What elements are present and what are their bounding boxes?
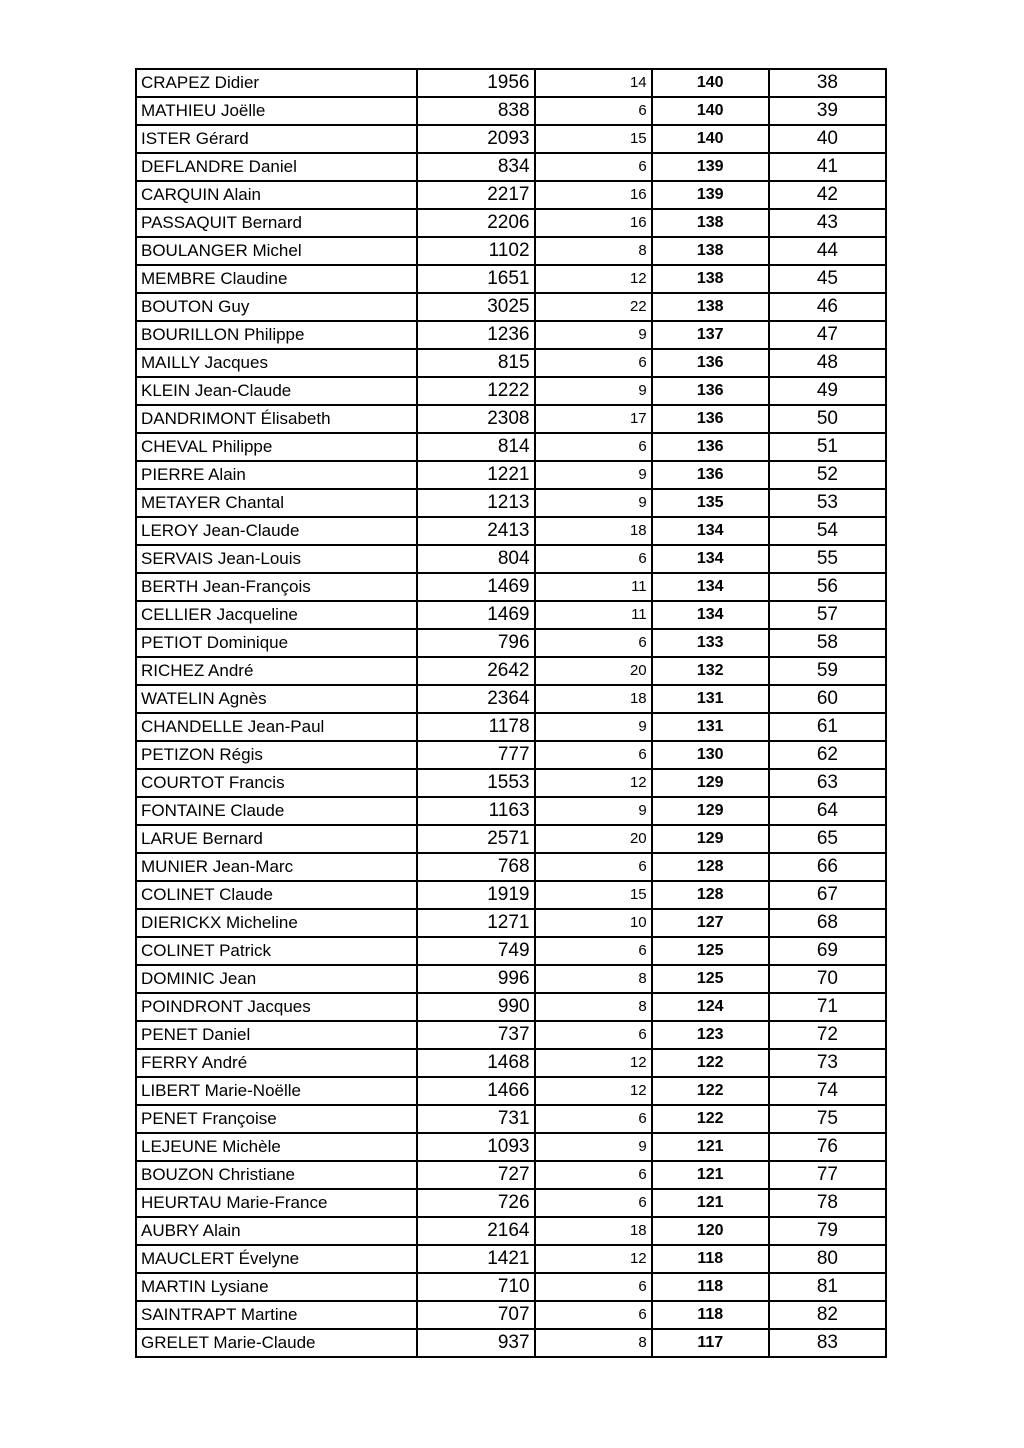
average-score-cell: 134 <box>652 545 769 573</box>
total-score-cell: 1651 <box>417 265 534 293</box>
total-score-cell: 2164 <box>417 1217 534 1245</box>
average-score-cell: 121 <box>652 1189 769 1217</box>
table-row <box>136 741 886 769</box>
table-row <box>136 349 886 377</box>
games-count-cell: 16 <box>535 181 652 209</box>
table-row <box>136 69 886 97</box>
total-score-cell: 737 <box>417 1021 534 1049</box>
table-row <box>136 489 886 517</box>
player-name-cell: RICHEZ André <box>136 657 417 685</box>
table-row <box>136 881 886 909</box>
average-score-cell: 137 <box>652 321 769 349</box>
games-count-cell: 8 <box>535 965 652 993</box>
average-score-cell: 121 <box>652 1161 769 1189</box>
ranking-table <box>135 68 887 1358</box>
player-name-cell: AUBRY Alain <box>136 1217 417 1245</box>
player-name-cell: BERTH Jean-François <box>136 573 417 601</box>
table-row <box>136 657 886 685</box>
rank-cell: 77 <box>769 1161 886 1189</box>
average-score-cell: 118 <box>652 1273 769 1301</box>
table-row <box>136 965 886 993</box>
player-name-cell: FERRY André <box>136 1049 417 1077</box>
games-count-cell: 18 <box>535 685 652 713</box>
games-count-cell: 6 <box>535 153 652 181</box>
player-name-cell: MATHIEU Joëlle <box>136 97 417 125</box>
average-score-cell: 117 <box>652 1329 769 1357</box>
player-name-cell: CHEVAL Philippe <box>136 433 417 461</box>
rank-cell: 56 <box>769 573 886 601</box>
rank-cell: 58 <box>769 629 886 657</box>
total-score-cell: 838 <box>417 97 534 125</box>
games-count-cell: 6 <box>535 433 652 461</box>
table-row <box>136 769 886 797</box>
rank-cell: 76 <box>769 1133 886 1161</box>
rank-cell: 57 <box>769 601 886 629</box>
table-row <box>136 629 886 657</box>
player-name-cell: WATELIN Agnès <box>136 685 417 713</box>
total-score-cell: 1163 <box>417 797 534 825</box>
games-count-cell: 6 <box>535 97 652 125</box>
games-count-cell: 15 <box>535 125 652 153</box>
table-row <box>136 181 886 209</box>
games-count-cell: 12 <box>535 1049 652 1077</box>
rank-cell: 42 <box>769 181 886 209</box>
games-count-cell: 12 <box>535 1077 652 1105</box>
rank-cell: 62 <box>769 741 886 769</box>
average-score-cell: 136 <box>652 461 769 489</box>
table-row <box>136 237 886 265</box>
table-row <box>136 1133 886 1161</box>
table-row <box>136 405 886 433</box>
average-score-cell: 134 <box>652 601 769 629</box>
table-row <box>136 1217 886 1245</box>
rank-cell: 71 <box>769 993 886 1021</box>
player-name-cell: CRAPEZ Didier <box>136 69 417 97</box>
player-name-cell: BOURILLON Philippe <box>136 321 417 349</box>
total-score-cell: 1102 <box>417 237 534 265</box>
rank-cell: 63 <box>769 769 886 797</box>
average-score-cell: 134 <box>652 573 769 601</box>
total-score-cell: 707 <box>417 1301 534 1329</box>
average-score-cell: 122 <box>652 1105 769 1133</box>
total-score-cell: 1466 <box>417 1077 534 1105</box>
table-row <box>136 209 886 237</box>
rank-cell: 50 <box>769 405 886 433</box>
table-row <box>136 1049 886 1077</box>
rank-cell: 59 <box>769 657 886 685</box>
rank-cell: 82 <box>769 1301 886 1329</box>
games-count-cell: 6 <box>535 1189 652 1217</box>
table-row <box>136 125 886 153</box>
rank-cell: 73 <box>769 1049 886 1077</box>
total-score-cell: 1093 <box>417 1133 534 1161</box>
total-score-cell: 1222 <box>417 377 534 405</box>
games-count-cell: 11 <box>535 601 652 629</box>
total-score-cell: 1178 <box>417 713 534 741</box>
table-row <box>136 573 886 601</box>
table-row <box>136 1077 886 1105</box>
player-name-cell: PIERRE Alain <box>136 461 417 489</box>
total-score-cell: 1469 <box>417 601 534 629</box>
average-score-cell: 138 <box>652 265 769 293</box>
average-score-cell: 128 <box>652 853 769 881</box>
table-row <box>136 1161 886 1189</box>
table-row <box>136 937 886 965</box>
games-count-cell: 20 <box>535 825 652 853</box>
player-name-cell: METAYER Chantal <box>136 489 417 517</box>
total-score-cell: 814 <box>417 433 534 461</box>
player-name-cell: BOUZON Christiane <box>136 1161 417 1189</box>
table-row <box>136 97 886 125</box>
rank-cell: 43 <box>769 209 886 237</box>
games-count-cell: 6 <box>535 937 652 965</box>
total-score-cell: 1956 <box>417 69 534 97</box>
average-score-cell: 136 <box>652 377 769 405</box>
table-row <box>136 797 886 825</box>
rank-cell: 69 <box>769 937 886 965</box>
player-name-cell: POINDRONT Jacques <box>136 993 417 1021</box>
rank-cell: 53 <box>769 489 886 517</box>
table-row <box>136 909 886 937</box>
total-score-cell: 749 <box>417 937 534 965</box>
games-count-cell: 9 <box>535 377 652 405</box>
total-score-cell: 834 <box>417 153 534 181</box>
total-score-cell: 2571 <box>417 825 534 853</box>
player-name-cell: COLINET Claude <box>136 881 417 909</box>
table-row <box>136 321 886 349</box>
player-name-cell: LEROY Jean-Claude <box>136 517 417 545</box>
rank-cell: 52 <box>769 461 886 489</box>
rank-cell: 72 <box>769 1021 886 1049</box>
table-row <box>136 545 886 573</box>
total-score-cell: 2413 <box>417 517 534 545</box>
games-count-cell: 9 <box>535 713 652 741</box>
average-score-cell: 121 <box>652 1133 769 1161</box>
total-score-cell: 2364 <box>417 685 534 713</box>
player-name-cell: ISTER Gérard <box>136 125 417 153</box>
average-score-cell: 118 <box>652 1301 769 1329</box>
table-row <box>136 461 886 489</box>
rank-cell: 65 <box>769 825 886 853</box>
rank-cell: 70 <box>769 965 886 993</box>
player-name-cell: CELLIER Jacqueline <box>136 601 417 629</box>
player-name-cell: SERVAIS Jean-Louis <box>136 545 417 573</box>
table-row <box>136 517 886 545</box>
games-count-cell: 9 <box>535 321 652 349</box>
average-score-cell: 125 <box>652 937 769 965</box>
table-row <box>136 685 886 713</box>
total-score-cell: 1919 <box>417 881 534 909</box>
total-score-cell: 937 <box>417 1329 534 1357</box>
rank-cell: 68 <box>769 909 886 937</box>
average-score-cell: 131 <box>652 713 769 741</box>
player-name-cell: LARUE Bernard <box>136 825 417 853</box>
total-score-cell: 815 <box>417 349 534 377</box>
average-score-cell: 134 <box>652 517 769 545</box>
rank-cell: 79 <box>769 1217 886 1245</box>
total-score-cell: 1553 <box>417 769 534 797</box>
rank-cell: 47 <box>769 321 886 349</box>
total-score-cell: 731 <box>417 1105 534 1133</box>
rank-cell: 48 <box>769 349 886 377</box>
games-count-cell: 6 <box>535 545 652 573</box>
player-name-cell: MEMBRE Claudine <box>136 265 417 293</box>
games-count-cell: 12 <box>535 769 652 797</box>
average-score-cell: 131 <box>652 685 769 713</box>
games-count-cell: 6 <box>535 1105 652 1133</box>
average-score-cell: 140 <box>652 125 769 153</box>
player-name-cell: GRELET Marie-Claude <box>136 1329 417 1357</box>
games-count-cell: 8 <box>535 993 652 1021</box>
total-score-cell: 3025 <box>417 293 534 321</box>
table-row <box>136 153 886 181</box>
average-score-cell: 118 <box>652 1245 769 1273</box>
rank-cell: 49 <box>769 377 886 405</box>
games-count-cell: 6 <box>535 629 652 657</box>
average-score-cell: 120 <box>652 1217 769 1245</box>
average-score-cell: 136 <box>652 433 769 461</box>
games-count-cell: 6 <box>535 1021 652 1049</box>
player-name-cell: PASSAQUIT Bernard <box>136 209 417 237</box>
player-name-cell: PETIZON Régis <box>136 741 417 769</box>
player-name-cell: KLEIN Jean-Claude <box>136 377 417 405</box>
rank-cell: 78 <box>769 1189 886 1217</box>
rank-cell: 75 <box>769 1105 886 1133</box>
games-count-cell: 18 <box>535 1217 652 1245</box>
table-row <box>136 433 886 461</box>
games-count-cell: 6 <box>535 349 652 377</box>
rank-cell: 38 <box>769 69 886 97</box>
average-score-cell: 138 <box>652 293 769 321</box>
player-name-cell: DOMINIC Jean <box>136 965 417 993</box>
total-score-cell: 726 <box>417 1189 534 1217</box>
games-count-cell: 9 <box>535 797 652 825</box>
games-count-cell: 12 <box>535 1245 652 1273</box>
games-count-cell: 8 <box>535 237 652 265</box>
table-row <box>136 825 886 853</box>
table-row <box>136 993 886 1021</box>
table-row <box>136 1189 886 1217</box>
player-name-cell: PETIOT Dominique <box>136 629 417 657</box>
games-count-cell: 22 <box>535 293 652 321</box>
rank-cell: 74 <box>769 1077 886 1105</box>
rank-cell: 55 <box>769 545 886 573</box>
player-name-cell: DIERICKX Micheline <box>136 909 417 937</box>
player-name-cell: BOULANGER Michel <box>136 237 417 265</box>
rank-cell: 83 <box>769 1329 886 1357</box>
table-row <box>136 713 886 741</box>
table-row <box>136 1301 886 1329</box>
games-count-cell: 12 <box>535 265 652 293</box>
games-count-cell: 20 <box>535 657 652 685</box>
rank-cell: 67 <box>769 881 886 909</box>
player-name-cell: CARQUIN Alain <box>136 181 417 209</box>
total-score-cell: 777 <box>417 741 534 769</box>
player-name-cell: COLINET Patrick <box>136 937 417 965</box>
total-score-cell: 768 <box>417 853 534 881</box>
games-count-cell: 10 <box>535 909 652 937</box>
player-name-cell: PENET Françoise <box>136 1105 417 1133</box>
table-row <box>136 293 886 321</box>
rank-cell: 41 <box>769 153 886 181</box>
games-count-cell: 9 <box>535 489 652 517</box>
player-name-cell: DANDRIMONT Élisabeth <box>136 405 417 433</box>
player-name-cell: MAILLY Jacques <box>136 349 417 377</box>
total-score-cell: 990 <box>417 993 534 1021</box>
player-name-cell: FONTAINE Claude <box>136 797 417 825</box>
player-name-cell: CHANDELLE Jean-Paul <box>136 713 417 741</box>
games-count-cell: 8 <box>535 1329 652 1357</box>
rank-cell: 80 <box>769 1245 886 1273</box>
games-count-cell: 15 <box>535 881 652 909</box>
total-score-cell: 2308 <box>417 405 534 433</box>
player-name-cell: LEJEUNE Michèle <box>136 1133 417 1161</box>
games-count-cell: 11 <box>535 573 652 601</box>
games-count-cell: 17 <box>535 405 652 433</box>
table-row <box>136 1105 886 1133</box>
games-count-cell: 6 <box>535 1273 652 1301</box>
player-name-cell: LIBERT Marie-Noëlle <box>136 1077 417 1105</box>
rank-cell: 81 <box>769 1273 886 1301</box>
average-score-cell: 124 <box>652 993 769 1021</box>
table-row <box>136 1329 886 1357</box>
average-score-cell: 138 <box>652 209 769 237</box>
table-row <box>136 265 886 293</box>
total-score-cell: 2642 <box>417 657 534 685</box>
average-score-cell: 133 <box>652 629 769 657</box>
table-row <box>136 1021 886 1049</box>
games-count-cell: 18 <box>535 517 652 545</box>
rank-cell: 60 <box>769 685 886 713</box>
total-score-cell: 710 <box>417 1273 534 1301</box>
games-count-cell: 6 <box>535 1161 652 1189</box>
total-score-cell: 996 <box>417 965 534 993</box>
rank-cell: 66 <box>769 853 886 881</box>
rank-cell: 64 <box>769 797 886 825</box>
total-score-cell: 796 <box>417 629 534 657</box>
total-score-cell: 1221 <box>417 461 534 489</box>
rank-cell: 39 <box>769 97 886 125</box>
average-score-cell: 122 <box>652 1077 769 1105</box>
rank-cell: 46 <box>769 293 886 321</box>
total-score-cell: 1421 <box>417 1245 534 1273</box>
average-score-cell: 123 <box>652 1021 769 1049</box>
rank-cell: 61 <box>769 713 886 741</box>
table-row <box>136 601 886 629</box>
player-name-cell: DEFLANDRE Daniel <box>136 153 417 181</box>
ranking-table-body <box>136 69 886 1357</box>
total-score-cell: 2093 <box>417 125 534 153</box>
average-score-cell: 140 <box>652 97 769 125</box>
total-score-cell: 1271 <box>417 909 534 937</box>
player-name-cell: PENET Daniel <box>136 1021 417 1049</box>
rank-cell: 51 <box>769 433 886 461</box>
table-row <box>136 377 886 405</box>
total-score-cell: 1213 <box>417 489 534 517</box>
rank-cell: 54 <box>769 517 886 545</box>
total-score-cell: 2206 <box>417 209 534 237</box>
table-row <box>136 853 886 881</box>
total-score-cell: 2217 <box>417 181 534 209</box>
average-score-cell: 127 <box>652 909 769 937</box>
player-name-cell: MUNIER Jean-Marc <box>136 853 417 881</box>
total-score-cell: 804 <box>417 545 534 573</box>
games-count-cell: 9 <box>535 461 652 489</box>
total-score-cell: 1469 <box>417 573 534 601</box>
total-score-cell: 1468 <box>417 1049 534 1077</box>
average-score-cell: 129 <box>652 769 769 797</box>
games-count-cell: 6 <box>535 853 652 881</box>
games-count-cell: 6 <box>535 741 652 769</box>
average-score-cell: 130 <box>652 741 769 769</box>
average-score-cell: 135 <box>652 489 769 517</box>
average-score-cell: 138 <box>652 237 769 265</box>
table-row <box>136 1245 886 1273</box>
table-row <box>136 1273 886 1301</box>
average-score-cell: 136 <box>652 405 769 433</box>
rank-cell: 45 <box>769 265 886 293</box>
games-count-cell: 14 <box>535 69 652 97</box>
total-score-cell: 727 <box>417 1161 534 1189</box>
player-name-cell: BOUTON Guy <box>136 293 417 321</box>
average-score-cell: 132 <box>652 657 769 685</box>
average-score-cell: 139 <box>652 181 769 209</box>
player-name-cell: SAINTRAPT Martine <box>136 1301 417 1329</box>
games-count-cell: 6 <box>535 1301 652 1329</box>
average-score-cell: 128 <box>652 881 769 909</box>
total-score-cell: 1236 <box>417 321 534 349</box>
average-score-cell: 129 <box>652 825 769 853</box>
player-name-cell: HEURTAU Marie-France <box>136 1189 417 1217</box>
average-score-cell: 129 <box>652 797 769 825</box>
average-score-cell: 139 <box>652 153 769 181</box>
average-score-cell: 122 <box>652 1049 769 1077</box>
player-name-cell: MAUCLERT Évelyne <box>136 1245 417 1273</box>
rank-cell: 44 <box>769 237 886 265</box>
average-score-cell: 140 <box>652 69 769 97</box>
average-score-cell: 136 <box>652 349 769 377</box>
games-count-cell: 9 <box>535 1133 652 1161</box>
player-name-cell: COURTOT Francis <box>136 769 417 797</box>
games-count-cell: 16 <box>535 209 652 237</box>
average-score-cell: 125 <box>652 965 769 993</box>
player-name-cell: MARTIN Lysiane <box>136 1273 417 1301</box>
rank-cell: 40 <box>769 125 886 153</box>
